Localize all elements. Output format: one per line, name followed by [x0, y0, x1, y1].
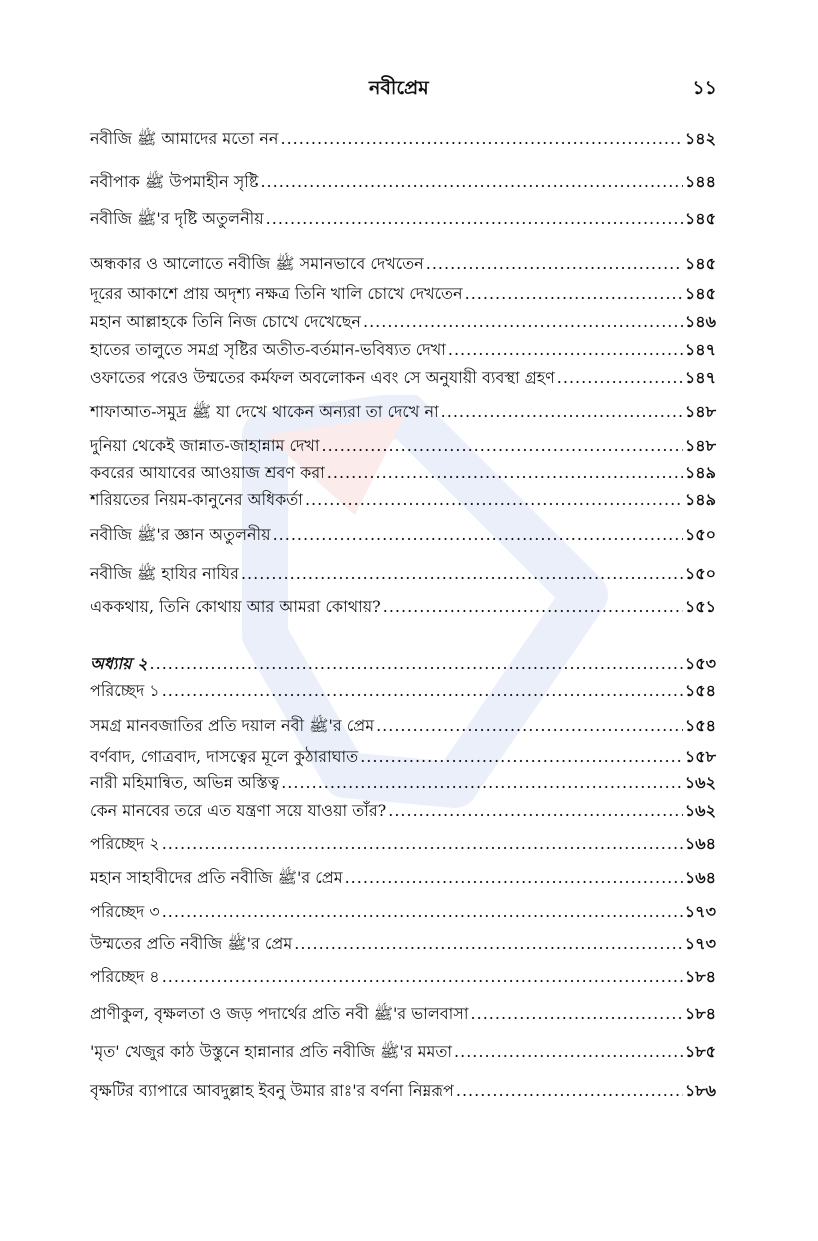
- toc-entry[interactable]: [90, 283, 716, 305]
- dot-leader: [150, 653, 683, 675]
- toc-entry-title: বর্ণবাদ, গোত্রবাদ, দাসত্বের মূলে কুঠারাঘাত: [90, 747, 359, 766]
- toc-entry[interactable]: [90, 128, 716, 150]
- toc-entry-title: নবীজি ﷺ আমাদের মতো নন: [90, 129, 279, 148]
- dot-leader: [448, 339, 683, 361]
- toc-entry-title: পরিচ্ছেদ ২: [90, 834, 160, 853]
- toc-entry-title: প্রাণীকুল, বৃক্ষলতা ও জড় পদার্থের প্রতি নবী ﷺ'র ভালবাসা: [90, 1004, 469, 1023]
- toc-entry[interactable]: [90, 563, 716, 585]
- dot-leader: [465, 283, 683, 305]
- toc-entry-title: কবরের আযাবের আওয়াজ শ্রবণ করা: [90, 463, 325, 482]
- toc-entry-page: ১৪৪: [684, 172, 716, 191]
- toc-entry-page: ১৪৭: [684, 340, 716, 359]
- toc-entry-title: ওফাতের পরেও উম্মতের কর্মফল অবলোকন এবং সে অনুযায়ী ব্যবস্থা গ্রহণ: [90, 368, 555, 387]
- dot-leader: [376, 715, 683, 737]
- toc-entry[interactable]: [90, 524, 716, 546]
- toc-entry-page: ১৫৩: [684, 654, 716, 673]
- toc-entry-title: নবীজি ﷺ'র জ্ঞান অতুলনীয়: [90, 525, 271, 544]
- toc-entry-title: পরিচ্ছেদ ৩: [90, 902, 160, 921]
- toc-entry-page: ১৪৮: [684, 402, 716, 421]
- toc-entry[interactable]: [90, 715, 716, 737]
- toc-entry-page: ১৫৪: [684, 681, 716, 700]
- dot-leader: [294, 933, 683, 955]
- dot-leader: [280, 128, 682, 150]
- dot-leader: [471, 1003, 683, 1025]
- toc-entry-page: ১৮৪: [684, 1004, 716, 1023]
- toc-entry-title: এককথায়, তিনি কোথায় আর আমরা কোথায়?: [90, 597, 381, 616]
- toc-entry-page: ১৬৪: [684, 868, 716, 887]
- toc-entry[interactable]: [90, 367, 716, 389]
- toc-entry[interactable]: [90, 339, 716, 361]
- toc-entry[interactable]: [90, 171, 716, 193]
- toc-entry-title: পরিচ্ছেদ ৪: [90, 967, 160, 986]
- toc-entry-page: ১৪৫: [684, 254, 716, 273]
- toc-entry-title: 'মৃত' খেজুর কাঠ উস্তুনে হান্নানার প্রতি নবীজি ﷺ'র মমতা: [90, 1042, 453, 1061]
- toc-entry-page: ১৬২: [684, 801, 716, 820]
- dot-leader: [241, 563, 683, 585]
- toc-entry-page: ১৮৪: [684, 967, 716, 986]
- dot-leader: [454, 1041, 683, 1063]
- toc-entry-page: ১৪৭: [684, 368, 716, 387]
- dot-leader: [162, 966, 683, 988]
- dot-leader: [456, 1080, 683, 1102]
- table-of-contents: [90, 0, 716, 1241]
- toc-entry-title: অন্ধকার ও আলোতে নবীজি ﷺ সমানভাবে দেখতেন: [90, 254, 424, 273]
- toc-entry-page: ১৪২: [684, 129, 716, 148]
- toc-entry-title: নবীজি ﷺ'র দৃষ্টি অতুলনীয়: [90, 209, 264, 228]
- toc-entry-title: উম্মতের প্রতি নবীজি ﷺ'র প্রেম: [90, 934, 293, 953]
- dot-leader: [322, 435, 683, 457]
- chapter-heading-row[interactable]: [90, 653, 716, 675]
- dot-leader: [260, 171, 682, 193]
- toc-entry-title: দূরের আকাশে প্রায় অদৃশ্য নক্ষত্র তিনি খালি চোখে দেখতেন: [90, 284, 463, 303]
- toc-entry-page: ১৪৯: [684, 490, 716, 509]
- dot-leader: [557, 367, 683, 389]
- dot-leader: [162, 680, 683, 702]
- toc-entry[interactable]: [90, 1041, 716, 1063]
- toc-entry-title: মহান সাহাবীদের প্রতি নবীজি ﷺ'র প্রেম: [90, 868, 343, 887]
- toc-entry[interactable]: [90, 746, 716, 768]
- toc-entry[interactable]: [90, 253, 716, 275]
- toc-entry[interactable]: [90, 800, 716, 822]
- toc-entry-page: ১৫১: [684, 597, 716, 616]
- toc-entry-title: অধ্যায় ২: [90, 654, 148, 673]
- toc-entry-page: ১৪৬: [684, 312, 716, 331]
- toc-entry-title: নারী মহিমান্বিত, অভিন্ন অস্তিত্ব: [90, 773, 280, 792]
- toc-entry[interactable]: [90, 435, 716, 457]
- toc-entry-page: ১৪৫: [684, 284, 716, 303]
- dot-leader: [360, 746, 683, 768]
- toc-entry-page: ১৫০: [684, 525, 716, 544]
- toc-entry-page: ১৪৮: [684, 436, 716, 455]
- dot-leader: [281, 772, 683, 794]
- toc-entry[interactable]: [90, 462, 716, 484]
- running-title: নবীপ্রেম: [369, 77, 429, 99]
- toc-entry-page: ১৮৬: [684, 1081, 716, 1100]
- dot-leader: [305, 489, 683, 511]
- toc-entry-title: হাতের তালুতে সমগ্র সৃষ্টির অতীত-বর্তমান-ভবিষ্যত দেখা: [90, 340, 446, 359]
- toc-entry-page: ১৫৪: [684, 716, 716, 735]
- toc-entry-page: ১৮৫: [684, 1042, 716, 1061]
- toc-entry-title: সমগ্র মানবজাতির প্রতি দয়াল নবী ﷺ'র প্রেম: [90, 716, 375, 735]
- toc-entry[interactable]: [90, 833, 716, 855]
- toc-entry[interactable]: [90, 680, 716, 702]
- toc-entry-page: ১৬২: [684, 773, 716, 792]
- toc-entry-page: ১৫৮: [684, 747, 716, 766]
- dot-leader: [162, 901, 683, 923]
- dot-leader: [345, 867, 683, 889]
- toc-entry-title: নবীজি ﷺ হাযির নাযির: [90, 564, 239, 583]
- toc-entry[interactable]: [90, 1003, 716, 1025]
- toc-entry-page: ১৪৫: [684, 209, 716, 228]
- toc-entry[interactable]: [90, 401, 716, 423]
- dot-leader: [388, 800, 683, 822]
- dot-leader: [383, 596, 683, 618]
- toc-entry-title: বৃক্ষটির ব্যাপারে আবদুল্লাহ ইবনু উমার রাঃ'র বর্ণনা নিম্নরূপ: [90, 1081, 454, 1100]
- toc-entry[interactable]: [90, 933, 716, 955]
- toc-entry-title: নবীপাক ﷺ উপমাহীন সৃষ্টি: [90, 172, 259, 191]
- toc-entry[interactable]: [90, 1080, 716, 1102]
- toc-entry[interactable]: [90, 867, 716, 889]
- toc-entry-title: দুনিয়া থেকেই জান্নাত-জাহান্নাম দেখা: [90, 436, 320, 455]
- dot-leader: [273, 524, 683, 546]
- toc-entry-title: মহান আল্লাহকে তিনি নিজ চোখে দেখেছেন: [90, 312, 361, 331]
- toc-entry-page: ১৪৯: [684, 463, 716, 482]
- dot-leader: [162, 833, 683, 855]
- toc-entry[interactable]: [90, 489, 716, 511]
- toc-entry[interactable]: [90, 208, 716, 230]
- toc-entry-title: পরিচ্ছেদ ১: [90, 681, 160, 700]
- toc-entry-page: ১৭৩: [684, 902, 716, 921]
- toc-entry-page: ১৫০: [684, 564, 716, 583]
- page-number: ১১: [692, 77, 717, 99]
- toc-entry-title: কেন মানবের তরে এত যন্ত্রণা সয়ে যাওয়া তাঁর?: [90, 801, 387, 820]
- dot-leader: [441, 401, 683, 423]
- toc-entry[interactable]: [90, 311, 716, 333]
- toc-entry[interactable]: [90, 901, 716, 923]
- dot-leader: [266, 208, 683, 230]
- toc-entry[interactable]: [90, 596, 716, 618]
- toc-entry[interactable]: [90, 772, 716, 794]
- toc-entry-title: শাফাআত-সমুদ্র ﷺ যা দেখে থাকেন অন্যরা তা দেখে না: [90, 402, 439, 421]
- toc-entry-page: ১৬৪: [684, 834, 716, 853]
- toc-entry-page: ১৭৩: [684, 934, 716, 953]
- dot-leader: [426, 253, 683, 275]
- dot-leader: [363, 311, 683, 333]
- toc-entry-title: শরিয়তের নিয়ম-কানুনের অধিকর্তা: [90, 490, 303, 509]
- toc-entry[interactable]: [90, 966, 716, 988]
- dot-leader: [327, 462, 683, 484]
